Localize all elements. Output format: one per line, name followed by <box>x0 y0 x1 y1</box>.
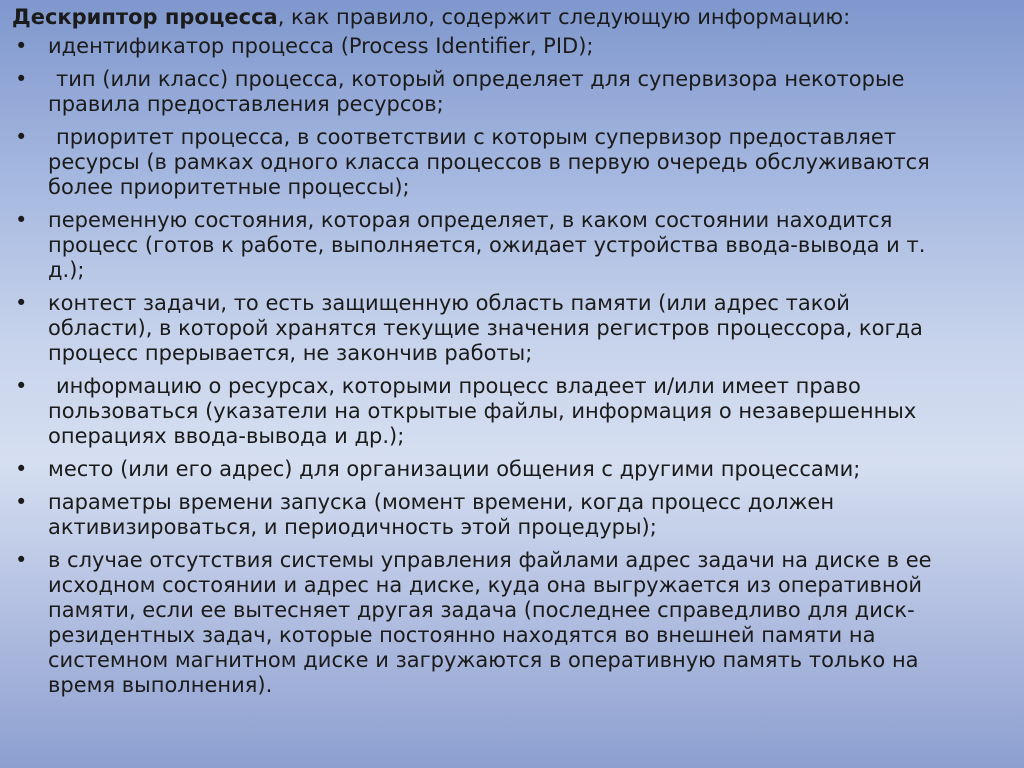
bullet-icon: • <box>15 490 28 514</box>
list-item-line <box>48 175 1018 200</box>
list-item-line <box>48 399 1018 424</box>
list-item-text: контест задачи, то есть защищенную область памяти (или адрес такой <box>48 291 850 315</box>
list-item-line <box>48 125 1018 150</box>
list-item-line <box>48 573 1018 598</box>
list-item-text: активизироваться, и периодичность этой процедуры); <box>48 515 657 539</box>
list-item <box>12 291 1018 366</box>
list-item <box>12 374 1018 449</box>
list-item <box>12 67 1018 117</box>
list-item <box>12 457 1018 482</box>
list-item-text: идентификатор процесса (Process Identifier, PID); <box>48 34 594 58</box>
bullet-icon: • <box>15 125 28 149</box>
list-item-line <box>48 623 1018 648</box>
bullet-list <box>12 34 1018 698</box>
list-item <box>12 34 1018 59</box>
list-item-text: приоритет процесса, в соответствии с которым супервизор предоставляет <box>56 125 897 149</box>
list-item-text: пользоваться (указатели на открытые файлы, информация о незавершенных <box>48 399 917 423</box>
bullet-icon: • <box>15 548 28 572</box>
list-item-text: резидентных задач, которые постоянно находятся во внешней памяти на <box>48 623 876 647</box>
list-item-line <box>48 150 1018 175</box>
list-item-text: исходном состоянии и адрес на диске, куда она выгружается из оперативной <box>48 573 923 597</box>
bullet-icon: • <box>15 34 28 58</box>
list-item-line <box>48 424 1018 449</box>
list-item <box>12 490 1018 540</box>
list-item <box>12 125 1018 200</box>
list-item-line <box>48 374 1018 399</box>
list-item-line <box>48 291 1018 316</box>
list-item-line <box>48 515 1018 540</box>
list-item-text: более приоритетные процессы); <box>48 175 410 199</box>
list-item-line <box>48 258 1018 283</box>
list-item <box>12 548 1018 698</box>
list-item-line <box>48 67 1018 92</box>
bullet-icon: • <box>15 208 28 232</box>
list-item-line <box>48 341 1018 366</box>
list-item-text: процесс (готов к работе, выполняется, ожидает устройства ввода-вывода и т. <box>48 233 926 257</box>
list-item-text: области), в которой хранятся текущие значения регистров процессора, когда <box>48 316 923 340</box>
list-item-line <box>48 316 1018 341</box>
slide-content <box>12 4 1018 706</box>
list-item-text: информацию о ресурсах, которыми процесс владеет и/или имеет право <box>56 374 861 398</box>
list-item-line <box>48 233 1018 258</box>
list-item-text: операциях ввода-вывода и др.); <box>48 424 405 448</box>
list-item-line <box>48 34 1018 59</box>
list-item-text: ресурсы (в рамках одного класса процессов в первую очередь обслуживаются <box>48 150 930 174</box>
intro-text: , как правило, содержит следующую информацию: <box>277 5 851 29</box>
list-item-text: место (или его адрес) для организации общения с другими процессами; <box>48 457 861 481</box>
list-item-text: правила предоставления ресурсов; <box>48 92 444 116</box>
intro-bold-term: Дескриптор процесса <box>12 5 278 29</box>
list-item-text: системном магнитном диске и загружаются в оперативную память только на <box>48 648 919 672</box>
list-item-text: памяти, если ее вытесняет другая задача (последнее справедливо для диск- <box>48 598 915 622</box>
list-item-text: время выполнения). <box>48 673 273 697</box>
list-item-line <box>48 598 1018 623</box>
list-item-line <box>48 208 1018 233</box>
list-item-text: д.); <box>48 258 85 282</box>
list-item-text: параметры времени запуска (момент времени, когда процесс должен <box>48 490 835 514</box>
list-item-text: тип (или класс) процесса, который определяет для супервизора некоторые <box>56 67 905 91</box>
list-item-text: переменную состояния, которая определяет, в каком состоянии находится <box>48 208 893 232</box>
bullet-icon: • <box>15 457 28 481</box>
list-item-line <box>48 673 1018 698</box>
list-item-line <box>48 457 1018 482</box>
bullet-icon: • <box>15 374 28 398</box>
list-item-text: в случае отсутствия системы управления файлами адрес задачи на диске в ее <box>48 548 932 572</box>
intro-paragraph <box>12 4 1018 30</box>
list-item-text: процесс прерывается, не закончив работы; <box>48 341 533 365</box>
list-item <box>12 208 1018 283</box>
bullet-icon: • <box>15 291 28 315</box>
list-item-line <box>48 92 1018 117</box>
list-item-line <box>48 548 1018 573</box>
list-item-line <box>48 490 1018 515</box>
list-item-line <box>48 648 1018 673</box>
bullet-icon: • <box>15 67 28 91</box>
